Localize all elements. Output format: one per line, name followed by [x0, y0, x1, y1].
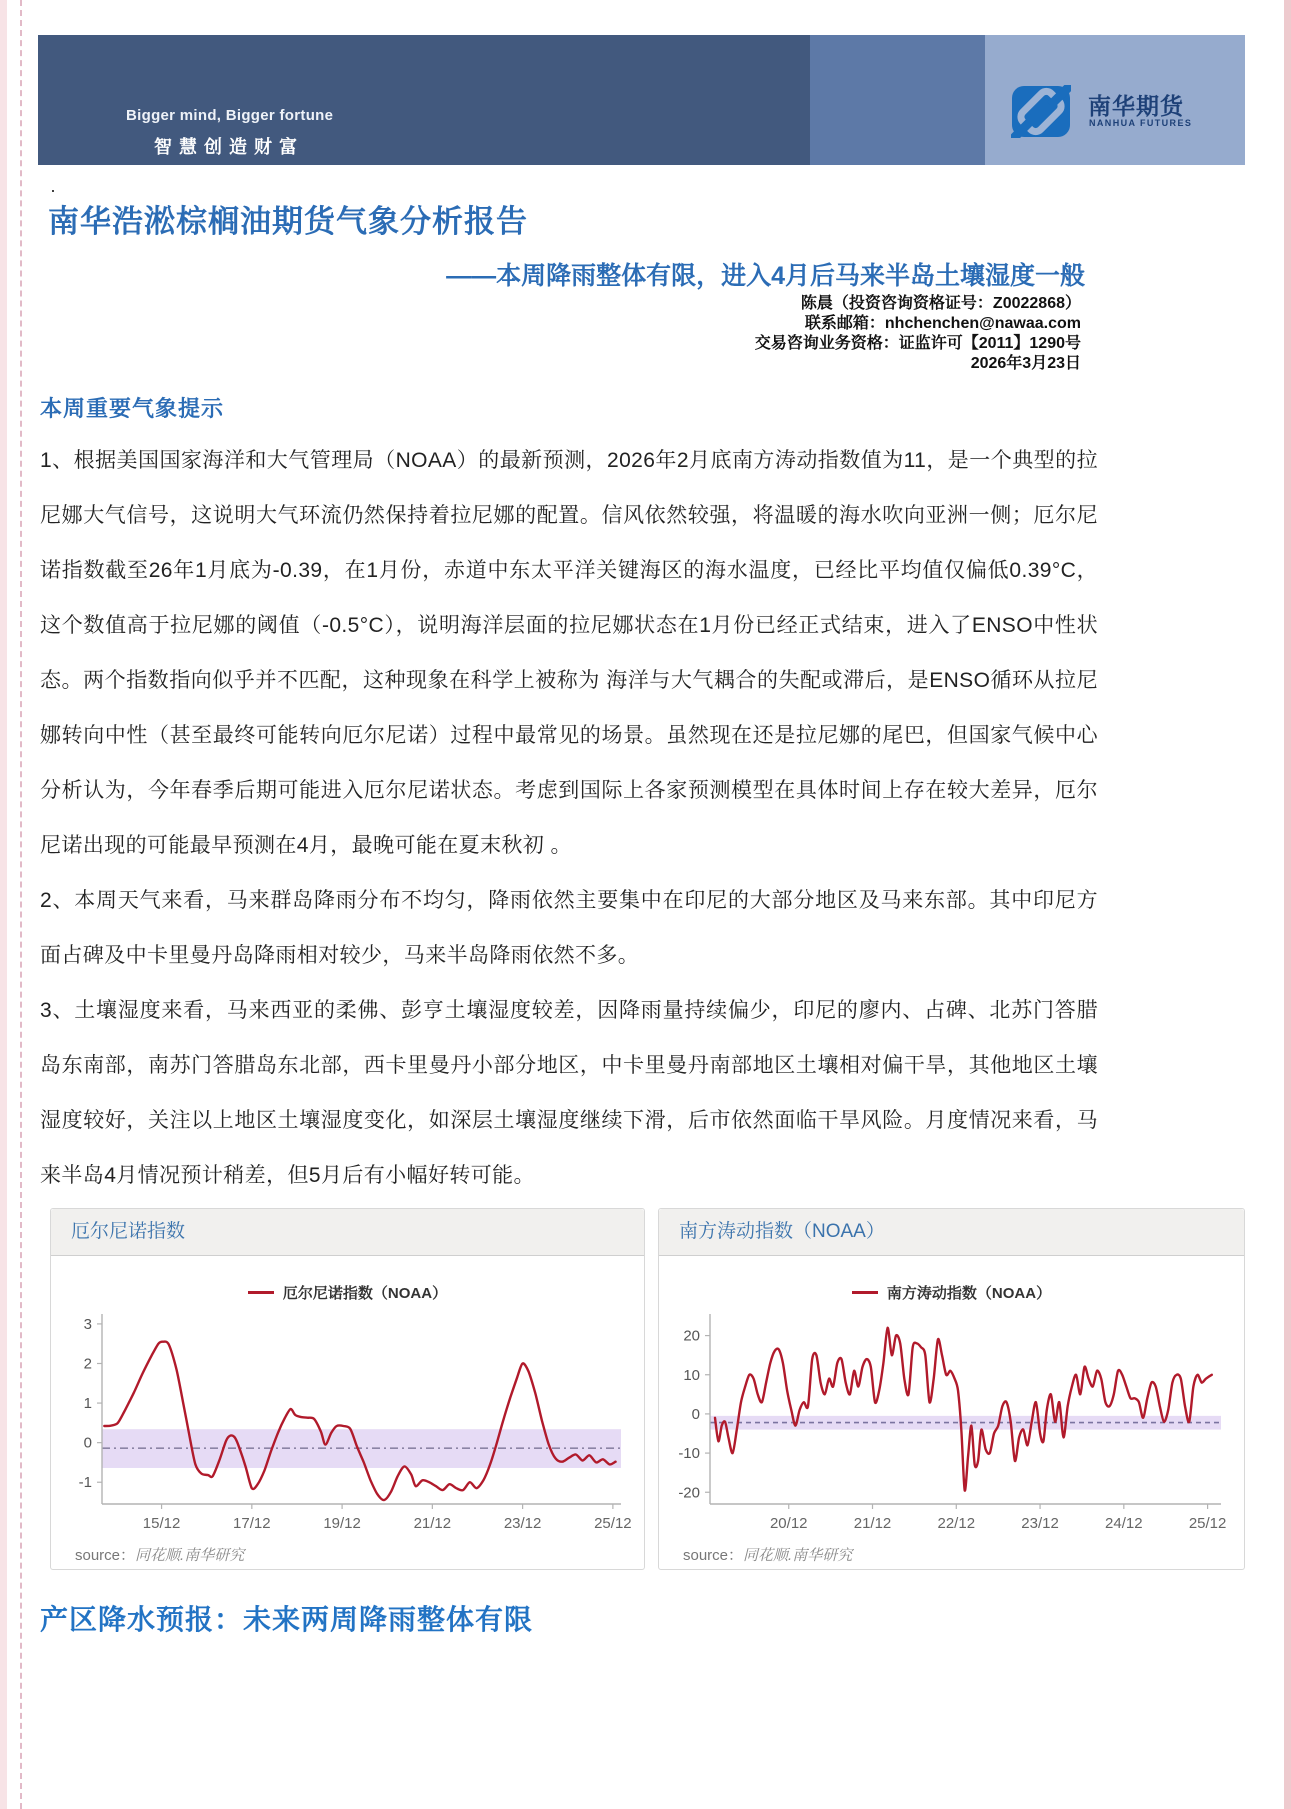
x-tick-label: 25/12 — [594, 1515, 632, 1532]
elnino-chart-card — [50, 1208, 645, 1570]
author-line: 陈晨（投资咨询资格证号：Z0022868） — [800, 295, 1081, 312]
banner-slogan-en: Bigger mind, Bigger fortune — [126, 107, 334, 124]
elnino-card-title: 厄尔尼诺指数 — [51, 1209, 644, 1256]
page-title: 南华浩淞棕榈油期货气象分析报告 — [48, 204, 528, 239]
author-block — [400, 294, 1081, 374]
x-tick-label: 15/12 — [142, 1515, 181, 1532]
stray-dot: · — [50, 180, 56, 200]
soi-chart — [668, 1306, 1235, 1538]
date-line: 2026年3月23日 — [970, 355, 1081, 372]
elnino-legend — [51, 1282, 644, 1302]
y-tick-label: -20 — [678, 1484, 700, 1502]
source-prefix: source： — [683, 1547, 744, 1564]
x-tick-label: 23/12 — [503, 1515, 542, 1532]
x-tick-label: 17/12 — [233, 1515, 271, 1532]
soi-legend-label: 南方涛动指数（NOAA） — [886, 1284, 1052, 1302]
header-banner — [38, 35, 1245, 165]
elnino-legend-label: 厄尔尼诺指数（NOAA） — [282, 1284, 448, 1302]
logo-wordmark-en: NANHUA FUTURES — [1089, 118, 1193, 128]
page-edge-right — [1284, 0, 1291, 1809]
footer-heading: 产区降水预报：未来两周降雨整体有限 — [40, 1604, 534, 1635]
series-line — [715, 1328, 1212, 1491]
source-prefix: source： — [75, 1547, 136, 1564]
x-tick-label: 25/12 — [1188, 1515, 1227, 1532]
y-tick-label: 10 — [683, 1366, 700, 1384]
x-tick-label: 20/12 — [769, 1515, 808, 1532]
nanhua-logo-icon — [1011, 85, 1071, 138]
paragraph-1: 1、根据美国国家海洋和大气管理局（NOAA）的最新预测，2026年2月底南方涛动指数值为11，是一个典型的拉尼娜大气信号，这说明大气环流仍然保持着拉尼娜的配置。信风依然较强，将温暖的海水吹向亚洲一侧；厄尔尼诺指数截至26年1月底为-0.39，在1月份，赤道中东太平洋关键海区的海水温度，已经比平均值仅偏低0.39°C，这个数值高于拉尼娜的阈值（-0.5°C），说明海洋层面的拉尼娜状态在1月份已经正式结束，进入了ENSO中性状态。两个指数指向似乎并不匹配，这种现象在科学上被称为 海洋与大气耦合的失配或滞后，是ENSO循环从拉尼娜转向中性（甚至最终可能转向厄尔尼诺）过程中最常见的场景。虽然现在还是拉尼娜的尾巴，但国家气候中心分析认为，今年春季后期可能进入厄尔尼诺状态。考虑到国际上各家预测模型在具体时间上存在较大差异，厄尔尼诺出现的可能最早预测在4月，最晚可能在夏末秋初 。 — [40, 449, 1098, 857]
y-tick-label: -10 — [678, 1445, 700, 1463]
paragraph-3: 3、土壤湿度来看，马来西亚的柔佛、彭亨土壤湿度较差，因降雨量持续偏少，印尼的廖内、占碑、北苏门答腊岛东南部，南苏门答腊岛东北部，西卡里曼丹小部分地区，中卡里曼丹南部地区土壤相对偏干旱，其他地区土壤湿度较好，关注以上地区土壤湿度变化，如深层土壤湿度继续下滑，后市依然面临干旱风险。月度情况来看，马来半岛4月情况预计稍差，但5月后有小幅好转可能。 — [40, 999, 1098, 1187]
source-value: 同花顺.南华研究 — [743, 1547, 853, 1564]
elnino-source — [75, 1544, 644, 1565]
y-tick-label: 0 — [691, 1405, 700, 1423]
soi-source — [683, 1544, 1244, 1565]
source-value: 同花顺.南华研究 — [135, 1547, 245, 1564]
series-line — [104, 1342, 615, 1500]
x-tick-label: 21/12 — [413, 1515, 452, 1532]
x-tick-label: 21/12 — [853, 1515, 892, 1532]
banner-mid-section — [810, 35, 985, 165]
email-line: 联系邮箱：nhchenchen@nawaa.com — [804, 315, 1081, 332]
x-tick-label: 24/12 — [1105, 1515, 1143, 1532]
soi-legend-swatch — [852, 1291, 878, 1294]
y-tick-label: 2 — [83, 1355, 92, 1373]
soi-legend — [659, 1282, 1244, 1302]
page-edge-left — [0, 0, 7, 1809]
body-text — [40, 433, 1098, 1203]
y-tick-label: 3 — [83, 1315, 92, 1333]
y-tick-label: 0 — [83, 1434, 92, 1452]
banner-slogan-zh: 智慧创造财富 — [154, 137, 304, 157]
y-tick-label: 20 — [683, 1327, 700, 1345]
y-tick-label: -1 — [78, 1474, 92, 1492]
x-tick-label: 19/12 — [323, 1515, 361, 1532]
elnino-chart — [60, 1306, 635, 1538]
x-tick-label: 23/12 — [1021, 1515, 1059, 1532]
x-tick-label: 22/12 — [937, 1515, 976, 1532]
license-line: 交易咨询业务资格：证监许可【2011】1290号 — [754, 335, 1081, 352]
y-tick-label: 1 — [83, 1395, 92, 1413]
logo-wordmark-zh: 南华期货 — [1088, 93, 1184, 119]
section-heading: 本周重要气象提示 — [40, 396, 225, 421]
paragraph-2: 2、本周天气来看，马来群岛降雨分布不均匀，降雨依然主要集中在印尼的大部分地区及马来东部。其中印尼方面占碑及中卡里曼丹岛降雨相对较少，马来半岛降雨依然不多。 — [40, 889, 1098, 967]
page-subtitle: ——本周降雨整体有限，进入4月后马来半岛土壤湿度一般 — [446, 262, 1085, 290]
soi-card-title: 南方涛动指数（NOAA） — [659, 1209, 1244, 1256]
soi-chart-card — [658, 1208, 1245, 1570]
margin-guide-line — [20, 0, 22, 1809]
elnino-legend-swatch — [248, 1291, 274, 1294]
